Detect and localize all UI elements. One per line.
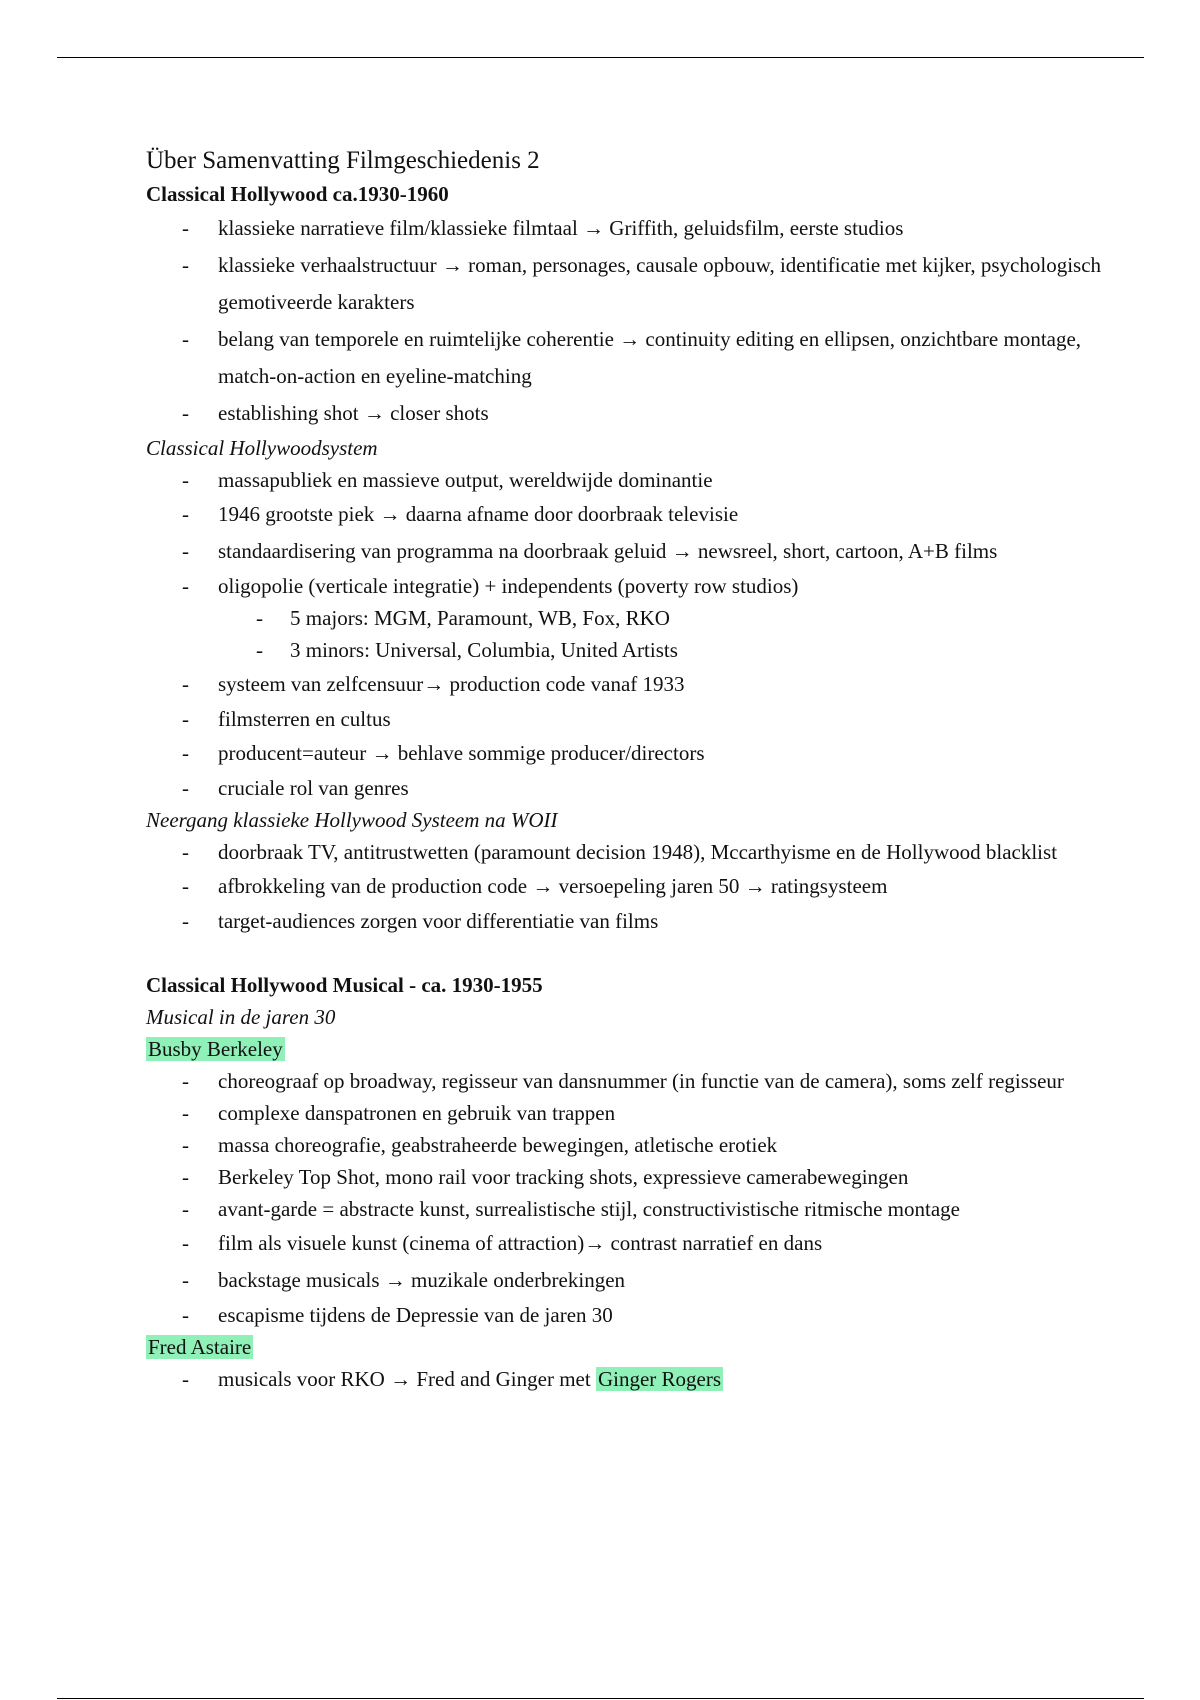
list-item: - producent=auteur → behlave sommige producer/directors — [146, 735, 1106, 772]
section-spacer — [146, 937, 1106, 969]
highlighted-name: Busby Berkeley — [148, 1037, 283, 1061]
list-item: - filmsterren en cultus — [146, 703, 1106, 735]
subheading-musical-jaren-30: Musical in de jaren 30 — [146, 1005, 336, 1029]
section-heading-musical: Classical Hollywood Musical - ca. 1930-1955 — [146, 973, 543, 997]
list-item: - standaardisering van programma na doorbraak geluid → newsreel, short, cartoon, A+B films — [146, 533, 1106, 570]
bullet-list-classical-hollywood — [146, 210, 1106, 432]
section-heading-hollywoodsystem: Classical Hollywoodsystem — [146, 436, 378, 460]
list-item: - 1946 grootste piek → daarna afname door doorbraak televisie — [146, 496, 1106, 533]
list-item: - belang van temporele en ruimtelijke coherentie → continuity editing en ellipsen, onzichtbare montage, match-on-action en eyeline-matching — [146, 321, 1106, 395]
list-item: - avant-garde = abstracte kunst, surrealistische stijl, constructivistische ritmische montage — [146, 1193, 1106, 1225]
section-heading-classical-hollywood: Classical Hollywood ca.1930-1960 — [146, 182, 449, 206]
document-body — [146, 144, 1106, 1395]
list-item: - klassieke narratieve film/klassieke filmtaal → Griffith, geluidsfilm, eerste studios — [146, 210, 1106, 247]
highlighted-name: Ginger Rogers — [597, 1367, 722, 1391]
list-item: - afbrokkeling van de production code → versoepeling jaren 50 → ratingsysteem — [146, 868, 1106, 905]
bullet-list-neergang — [146, 836, 1106, 937]
sub-list-item: - 3 minors: Universal, Columbia, United Artists — [146, 634, 1106, 666]
list-item: - target-audiences zorgen voor differentiatie van films — [146, 905, 1106, 937]
bullet-list-hollywoodsystem — [146, 464, 1106, 804]
person-heading-fred-astaire — [146, 1331, 1106, 1363]
list-item: - cruciale rol van genres — [146, 772, 1106, 804]
document-title: Über Samenvatting Filmgeschiedenis 2 — [146, 147, 540, 174]
list-item: - massa choreografie, geabstraheerde bewegingen, atletische erotiek — [146, 1129, 1106, 1161]
list-item: - film als visuele kunst (cinema of attraction)→ contrast narratief en dans — [146, 1225, 1106, 1262]
person-heading-busby-berkeley — [146, 1033, 1106, 1065]
list-item: - backstage musicals → muzikale onderbrekingen — [146, 1262, 1106, 1299]
list-item: - choreograaf op broadway, regisseur van dansnummer (in functie van de camera), soms zelf regisseur — [146, 1065, 1106, 1097]
list-item: - systeem van zelfcensuur→ production code vanaf 1933 — [146, 666, 1106, 703]
list-item: - doorbraak TV, antitrustwetten (paramount decision 1948), Mccarthyisme en de Hollywood blacklist — [146, 836, 1106, 868]
list-item: - klassieke verhaalstructuur → roman, personages, causale opbouw, identificatie met kijker, psychologisch gemotiveerde karakters — [146, 247, 1106, 321]
list-item: - escapisme tijdens de Depressie van de jaren 30 — [146, 1299, 1106, 1331]
section-heading-neergang: Neergang klassieke Hollywood Systeem na WOII — [146, 808, 558, 832]
list-item: - oligopolie (verticale integratie) + independents (poverty row studios) — [146, 570, 1106, 602]
sub-list-item: - 5 majors: MGM, Paramount, WB, Fox, RKO — [146, 602, 1106, 634]
list-item: - complexe danspatronen en gebruik van trappen — [146, 1097, 1106, 1129]
list-item-text: musicals voor RKO → Fred and Ginger met — [218, 1367, 596, 1391]
list-item: - establishing shot → closer shots — [146, 395, 1106, 432]
bottom-rule — [57, 1698, 1144, 1699]
bullet-list-fred-astaire — [146, 1363, 1106, 1395]
list-item: - Berkeley Top Shot, mono rail voor tracking shots, expressieve camerabewegingen — [146, 1161, 1106, 1193]
bullet-list-busby-berkeley — [146, 1065, 1106, 1331]
highlighted-name: Fred Astaire — [148, 1335, 252, 1359]
list-item: - massapubliek en massieve output, wereldwijde dominantie — [146, 464, 1106, 496]
list-item — [146, 1363, 1106, 1395]
top-rule — [57, 57, 1144, 58]
